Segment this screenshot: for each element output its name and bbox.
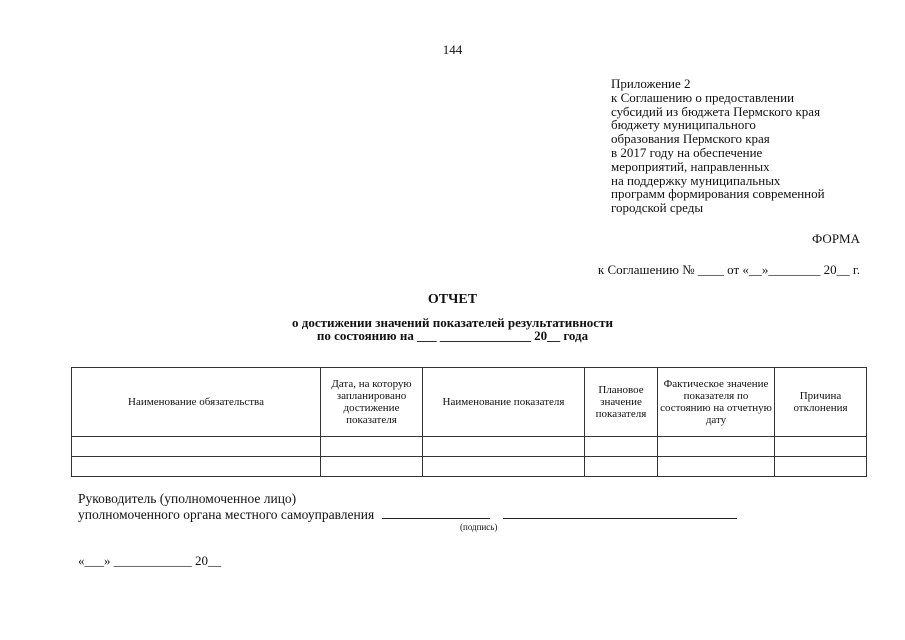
header-deviation-reason: Причина отклонения	[775, 368, 867, 437]
signature-name-field[interactable]	[503, 506, 737, 519]
appendix-line: к Соглашению о предоставлении	[611, 89, 795, 105]
table-row	[72, 437, 867, 457]
appendix-line: на поддержку муниципальных	[611, 172, 781, 188]
table-row	[72, 457, 867, 477]
signature-title: Руководитель (уполномоченное лицо)	[78, 491, 297, 506]
agreement-line: к Соглашению № ____ от «__»________ 20__ г.	[597, 262, 860, 277]
table-cell[interactable]	[321, 457, 423, 477]
header-obligation: Наименование обязательства	[72, 368, 321, 437]
table-cell[interactable]	[72, 457, 321, 477]
page-number: 144	[442, 42, 463, 57]
date-line: «___» ____________ 20__	[78, 553, 221, 568]
form-label: ФОРМА	[812, 231, 860, 246]
table-cell[interactable]	[423, 437, 585, 457]
report-table	[71, 367, 867, 477]
signature-org-label: уполномоченного органа местного самоуправления	[78, 507, 375, 522]
table-cell[interactable]	[585, 437, 658, 457]
appendix-block	[611, 77, 871, 215]
table-header-row	[72, 368, 867, 437]
table-cell[interactable]	[585, 457, 658, 477]
table-cell[interactable]	[658, 457, 775, 477]
table-cell[interactable]	[72, 437, 321, 457]
appendix-line: городской среды	[611, 200, 704, 216]
report-title: ОТЧЕТ	[427, 292, 478, 307]
appendix-line: мероприятий, направленных	[611, 158, 770, 174]
appendix-line: бюджету муниципального	[611, 117, 756, 133]
table-cell[interactable]	[658, 437, 775, 457]
appendix-line: в 2017 году на обеспечение	[611, 144, 763, 160]
table-cell[interactable]	[321, 437, 423, 457]
report-subtitle	[0, 316, 905, 342]
report-subtitle-line: о достижении значений показателей результативности	[292, 315, 613, 330]
table-cell[interactable]	[775, 437, 867, 457]
signature-field[interactable]	[382, 506, 490, 519]
table-cell[interactable]	[423, 457, 585, 477]
table-cell[interactable]	[775, 457, 867, 477]
header-planned-date: Дата, на которую запланировано достижение показателя	[321, 368, 423, 437]
report-subtitle-line: по состоянию на ___ ______________ 20__ года	[316, 328, 589, 343]
signature-hint: (подпись)	[460, 522, 498, 532]
header-indicator-name: Наименование показателя	[423, 368, 585, 437]
appendix-line: программ формирования современной	[611, 186, 825, 202]
appendix-line: образования Пермского края	[611, 131, 770, 147]
appendix-line: субсидий из бюджета Пермского края	[611, 103, 821, 119]
header-planned-value: Плановое значение показателя	[585, 368, 658, 437]
appendix-line: Приложение 2	[611, 76, 691, 91]
header-actual-value: Фактическое значение показателя по состоянию на отчетную дату	[658, 368, 775, 437]
signature-org	[78, 506, 737, 523]
